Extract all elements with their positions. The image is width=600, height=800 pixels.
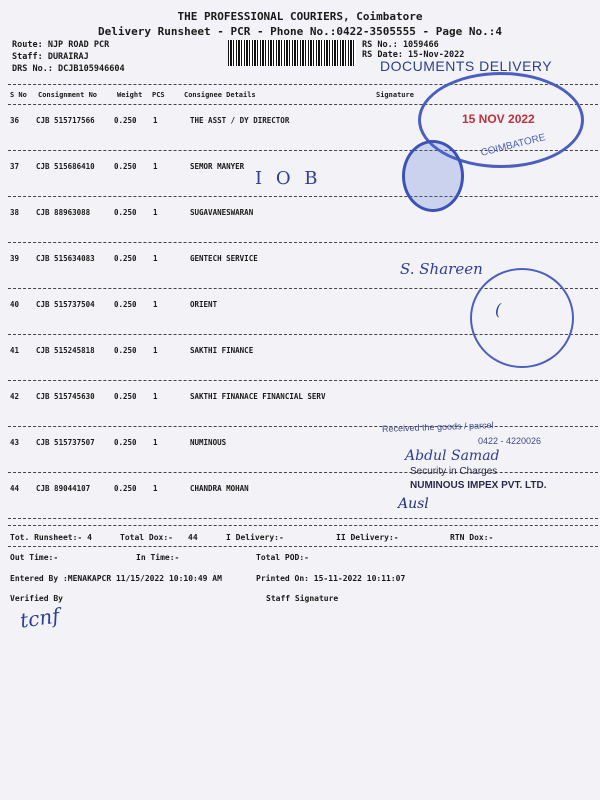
row-pcs: 1 — [153, 484, 158, 493]
row-pcs: 1 — [153, 392, 158, 401]
row-sno: 42 — [10, 392, 20, 401]
row-sno: 44 — [10, 484, 20, 493]
total-pod: Total POD:- — [256, 553, 309, 562]
received-note: Received the goods / parcel — [381, 420, 494, 434]
phone-note: 0422 - 4220026 — [478, 436, 542, 446]
row-pcs: 1 — [153, 300, 158, 309]
row-consignment: CJB 515737507 — [36, 438, 95, 447]
row-pcs: 1 — [153, 254, 158, 263]
total-dox-value: 44 — [188, 533, 198, 542]
row-weight: 0.250 — [114, 208, 137, 217]
row-consignee: GENTECH SERVICE — [190, 254, 258, 263]
row-consignee: SUGAVANESWARAN — [190, 208, 254, 217]
row-sno: 41 — [10, 346, 20, 355]
row-consignment: CJB 515634083 — [36, 254, 95, 263]
row-consignment: CJB 515245818 — [36, 346, 95, 355]
row-consignee: THE ASST / DY DIRECTOR — [190, 116, 290, 125]
document-subtitle: Delivery Runsheet - PCR - Phone No.:0422-3505555 - Page No.:4 — [98, 25, 502, 38]
row-weight: 0.250 — [114, 346, 137, 355]
verified-by: Verified By — [10, 594, 63, 603]
row-divider — [8, 472, 598, 473]
row-consignment: CJB 89044107 — [36, 484, 91, 493]
row-pcs: 1 — [153, 438, 158, 447]
row-consignment: CJB 515737504 — [36, 300, 95, 309]
row-consignee: SAKTHI FINANCE — [190, 346, 254, 355]
row-consignment: CJB 88963088 — [36, 208, 91, 217]
col-consignment: Consignment No — [38, 91, 98, 99]
company-note: NUMINOUS IMPEX PVT. LTD. — [410, 480, 547, 491]
row-pcs: 1 — [153, 116, 158, 125]
total-dox-label: Total Dox:- — [120, 533, 173, 542]
col-consignee: Consignee Details — [184, 91, 256, 99]
row-sno: 43 — [10, 438, 20, 447]
barcode — [228, 40, 356, 66]
i-delivery: I Delivery:- — [226, 533, 284, 542]
printed-on: Printed On: 15-11-2022 10:11:07 — [256, 574, 406, 583]
row-consignee: SEMOR MANYER — [190, 162, 245, 171]
out-time: Out Time:- — [10, 553, 59, 562]
stamp-ring-text: COIMBATORE — [479, 132, 547, 159]
row-weight: 0.250 — [114, 438, 137, 447]
row-weight: 0.250 — [114, 484, 137, 493]
bank-round-stamp — [402, 140, 464, 212]
rtn-dox: RTN Dox:- — [450, 533, 494, 542]
row-divider — [8, 380, 598, 381]
company-round-stamp — [470, 268, 574, 368]
row-consignee: NUMINOUS — [190, 438, 227, 447]
verifier-signature: tcnf — [18, 603, 62, 633]
row-consignee: ORIENT — [190, 300, 218, 309]
stamp-date: 15 NOV 2022 — [462, 112, 535, 126]
row-consignment: CJB 515686410 — [36, 162, 95, 171]
row-divider — [8, 518, 598, 519]
row-weight: 0.250 — [114, 162, 137, 171]
row-pcs: 1 — [153, 162, 158, 171]
row-pcs: 1 — [153, 208, 158, 217]
table-row — [0, 200, 600, 246]
row-sno: 36 — [10, 116, 20, 125]
rs-number: RS No.: 1059466 — [362, 40, 439, 50]
row-consignment: CJB 515717566 — [36, 116, 95, 125]
staff-signature: Staff Signature — [266, 594, 339, 603]
tot-runsheet: Tot. Runsheet:- 4 — [10, 533, 92, 542]
documents-delivery-stamp: DOCUMENTS DELIVERY — [380, 58, 553, 74]
row-sno: 40 — [10, 300, 20, 309]
ii-delivery: II Delivery:- — [336, 533, 399, 542]
col-pcs: PCS — [152, 91, 165, 99]
staff-label: Staff: DURAIRAJ — [12, 52, 89, 62]
document-title: THE PROFESSIONAL COURIERS, Coimbatore — [177, 10, 423, 23]
col-weight: Weight — [117, 91, 143, 99]
entered-by: Entered By :MENAKAPCR 11/15/2022 10:10:49 AM — [10, 574, 222, 583]
signature-row-44: Ausl — [398, 496, 429, 512]
drs-label: DRS No.: DCJB105946604 — [12, 64, 125, 74]
row-weight: 0.250 — [114, 392, 137, 401]
row-weight: 0.250 — [114, 254, 137, 263]
row-pcs: 1 — [153, 346, 158, 355]
row-divider — [8, 196, 598, 197]
row-weight: 0.250 — [114, 300, 137, 309]
row-consignee: CHANDRA MOHAN — [190, 484, 249, 493]
security-note: Security in Charges — [410, 466, 498, 477]
footer-rule-top — [8, 525, 598, 526]
row-consignee: SAKTHI FINANACE FINANCIAL SERV — [190, 392, 326, 401]
row-divider — [8, 242, 598, 243]
signature-row-39: S. Shareen — [400, 260, 483, 278]
signature-row-43: Abdul Samad — [405, 448, 500, 464]
rs-date: RS Date: 15-Nov-2022 — [362, 50, 465, 60]
footer-rule-bottom — [8, 546, 598, 547]
signature-row-37: I O B — [255, 168, 322, 189]
row-sno: 39 — [10, 254, 20, 263]
table-row — [0, 384, 600, 430]
stamp-signature: ( — [495, 300, 502, 319]
col-sno: S No — [10, 91, 27, 99]
row-consignment: CJB 515745630 — [36, 392, 95, 401]
row-divider — [8, 426, 598, 427]
row-weight: 0.250 — [114, 116, 137, 125]
route-label: Route: NJP ROAD PCR — [12, 40, 110, 50]
in-time: In Time:- — [136, 553, 180, 562]
col-signature: Signature — [376, 91, 414, 99]
row-sno: 37 — [10, 162, 20, 171]
row-sno: 38 — [10, 208, 20, 217]
